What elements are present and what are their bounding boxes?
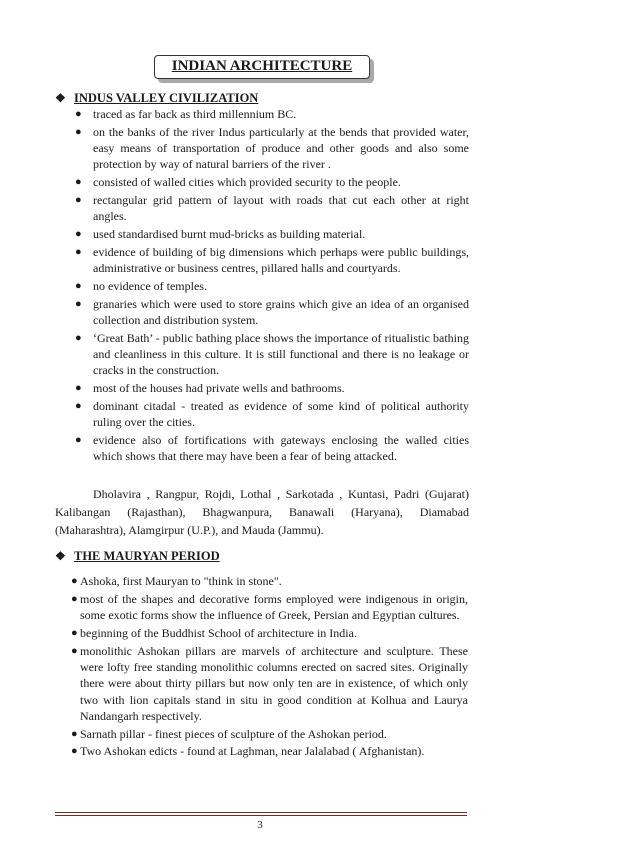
- footer-rule-thin: [55, 815, 467, 816]
- bullet-dot-icon: ●: [75, 125, 82, 138]
- list-item: ● Ashoka, first Mauryan to "think in stone".: [71, 574, 282, 588]
- list-item: ● traced as far back as third millennium BC.: [75, 107, 297, 121]
- diamond-bullet-icon: ❖: [55, 91, 66, 105]
- bullet-dot-icon: ●: [75, 228, 82, 241]
- list-item: ● used standardised burnt mud-bricks as building material.: [75, 227, 366, 242]
- section-heading-mauryan-text: THE MAURYAN PERIOD: [74, 549, 220, 563]
- bullet-dot-icon: ●: [71, 745, 78, 758]
- bullet-dot-icon: ●: [75, 245, 82, 258]
- sites-paragraph: Dholavira , Rangpur, Rojdi, Lothal , Sarkotada , Kuntasi, Padri (Gujarat) Kalibangan (Rajasthan), Bhagwanpura, Banawali (Haryana), Diamabad (Maharashtra), Alamgirpur (U.P.), and Mauda (Jammu).: [55, 487, 469, 537]
- bullet-dot-icon: ●: [75, 279, 82, 292]
- section-heading-indus: [55, 91, 258, 106]
- page-number: 3: [257, 819, 263, 831]
- list-item: ● evidence also of fortifications with gateways enclosing the walled cities which shows that there may have been a fear of being attacked.: [75, 433, 469, 464]
- page-title: INDIAN ARCHITECTURE: [154, 55, 370, 79]
- bullet-dot-icon: ●: [75, 434, 82, 447]
- section-heading-indus-text: INDUS VALLEY CIVILIZATION: [74, 91, 259, 105]
- list-item: ● most of the shapes and decorative forms employed were indigenous in origin, some exotic forms show the influence of Greek, Persian and Egyptian cultures.: [71, 591, 468, 623]
- bullet-dot-icon: ●: [75, 331, 82, 344]
- bullet-dot-icon: ●: [75, 108, 82, 120]
- list-item: ● no evidence of temples.: [75, 278, 207, 293]
- list-item: ● most of the houses had private wells and bathrooms.: [75, 381, 345, 396]
- list-item: ● beginning of the Buddhist School of architecture in India.: [71, 625, 357, 640]
- bullet-dot-icon: ●: [75, 382, 82, 395]
- list-item: ● ‘Great Bath’ - public bathing place shows the importance of ritualistic bathing and cleanliness in this culture. It is still functional and there is no leakage or cracks in the construction.: [75, 330, 469, 378]
- mauryan-bullet-list: [71, 573, 468, 761]
- bullet-dot-icon: ●: [71, 727, 78, 740]
- footer-rule: [55, 812, 467, 813]
- section-heading-mauryan: [55, 549, 220, 564]
- diamond-bullet-icon: ❖: [55, 549, 66, 563]
- list-item: ● Sarnath pillar - finest pieces of sculpture of the Ashokan period.: [71, 726, 387, 741]
- list-item: ● rectangular grid pattern of layout with roads that cut each other at right angles.: [75, 192, 469, 224]
- bullet-dot-icon: ●: [71, 626, 78, 639]
- bullet-dot-icon: ●: [71, 575, 78, 587]
- list-item: ● evidence of building of big dimensions which perhaps were public buildings, administrative or business centres, pillared halls and courtyards.: [75, 244, 469, 276]
- indus-bullet-list: [75, 106, 469, 466]
- list-item: ● monolithic Ashokan pillars are marvels of architecture and sculpture. These were lofty free standing monolithic columns erected on sacred sites. Originally there were about thirty pillars but now only ten are in existence, of which only two with lion capitals stand in situ in good condition at Kolhua and Laurya Nandangarh respectively.: [71, 643, 468, 723]
- bullet-dot-icon: ●: [75, 297, 82, 310]
- list-item: ● on the banks of the river Indus particularly at the bends that provided water, easy means of transportation of produce and other goods and also some protection by way of natural barriers of the river .: [75, 124, 469, 172]
- list-item: ● granaries which were used to store grains which give an idea of an organised collection and distribution system.: [75, 296, 469, 328]
- bullet-dot-icon: ●: [75, 400, 82, 413]
- list-item: ● Two Ashokan edicts - found at Laghman, near Jalalabad ( Afghanistan).: [71, 744, 425, 759]
- list-item: ● dominant citadal - treated as evidence of some kind of political authority ruling over the cities.: [75, 399, 469, 430]
- bullet-dot-icon: ●: [75, 193, 82, 206]
- bullet-dot-icon: ●: [75, 176, 82, 189]
- bullet-dot-icon: ●: [71, 592, 78, 605]
- list-item: ● consisted of walled cities which provided security to the people.: [75, 175, 401, 190]
- bullet-dot-icon: ●: [71, 644, 78, 657]
